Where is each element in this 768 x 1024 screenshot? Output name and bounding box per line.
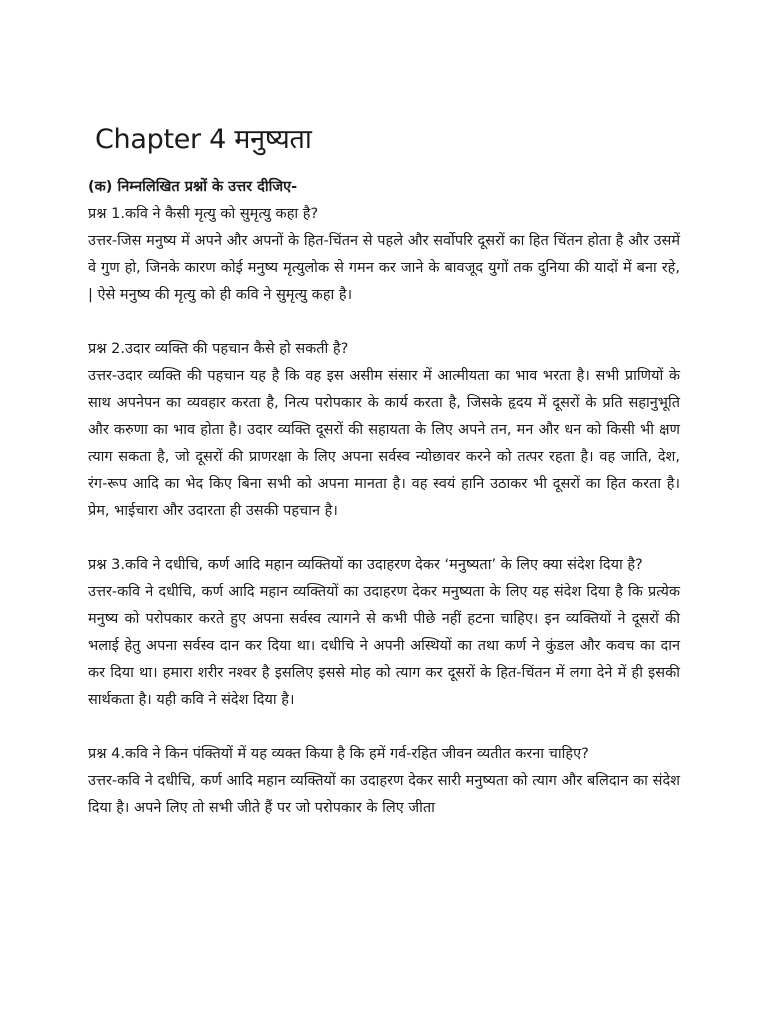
- answer-2: उत्तर-उदार व्यक्ति की पहचान यह है कि वह इस असीम संसार में आत्मीयता का भाव भरता है। सभी प्राणियों के साथ अपनेपन का व्यवहार करता है, नित्य परोपकार के कार्य करता है, जिसके हृदय में दूसरों के प्रति सहानुभूति और करुणा का भाव होता है। उदार व्यक्ति दूसरों की सहायता के लिए अपने तन, मन और धन को किसी भी क्षण त्याग सकता है, जो दूसरों की प्राणरक्षा के लिए अपना सर्वस्व न्योछावर करने को तत्पर रहता है। वह जाति, देश, रंग-रूप आदि का भेद किए बिना सभी को अपना मानता है। वह स्वयं हानि उठाकर भी दूसरों का हित करता है। प्रेम, भाईचारा और उदारता ही उसकी पहचान है।: [88, 368, 680, 519]
- answer-3: उत्तर-कवि ने दधीचि, कर्ण आदि महान व्यक्तियों का उदाहरण देकर मनुष्यता के लिए यह संदेश दिया है कि प्रत्येक मनुष्य को परोपकार करते हुए अपना सर्वस्व त्यागने से कभी पीछे नहीं हटना चाहिए। इन व्यक्तियों ने दूसरों की भलाई हेतु अपना सर्वस्व दान कर दिया था। दधीचि ने अपनी अस्थियों का तथा कर्ण ने कुंडल और कवच का दान कर दिया था। हमारा शरीर नश्वर है इसलिए इससे मोह को त्याग कर दूसरों के हित-चिंतन में लगा देने में ही इसकी सार्थकता है। यही कवि ने संदेश दिया है।: [88, 584, 680, 708]
- section-heading: (क) निम्नलिखित प्रश्नों के उत्तर दीजिए-: [88, 179, 298, 195]
- question-3: प्रश्न 3.कवि ने दधीचि, कर्ण आदि महान व्यक्तियों का उदाहरण देकर ‘मनुष्यता’ के लिए क्या संदेश दिया है?: [88, 557, 643, 573]
- answer-1: उत्तर-जिस मनुष्य में अपने और अपनों के हित-चिंतन से पहले और सर्वोपरि दूसरों का हित चिंतन होता है और उसमें वे गुण हो, जिनके कारण कोई मनुष्य मृत्युलोक से गमन कर जाने के बावजूद युगों तक दुनिया की यादों में बना रहे, | ऐसे मनुष्य की मृत्यु को ही कवि ने सुमृत्यु कहा है।: [88, 233, 680, 303]
- document-page: [88, 118, 680, 822]
- question-1: प्रश्न 1.कवि ने कैसी मृत्यु को सुमृत्यु कहा है?: [88, 206, 319, 222]
- question-2: प्रश्न 2.उदार व्यक्ति की पहचान कैसे हो सकती है?: [88, 341, 349, 357]
- document-body: [88, 174, 680, 822]
- paragraph-gap: [88, 309, 680, 336]
- paragraph-gap: [88, 525, 680, 552]
- page-title: Chapter 4 मनुष्यता: [95, 124, 312, 155]
- paragraph-gap: [88, 714, 680, 741]
- question-4: प्रश्न 4.कवि ने किन पंक्तियों में यह व्यक्त किया है कि हमें गर्व-रहित जीवन व्यतीत करना चाहिए?: [88, 746, 589, 762]
- answer-4: उत्तर-कवि ने दधीचि, कर्ण आदि महान व्यक्तियों का उदाहरण देकर सारी मनुष्यता को त्याग और बलिदान का संदेश दिया है। अपने लिए तो सभी जीते हैं पर जो परोपकार के लिए जीता: [88, 773, 680, 816]
